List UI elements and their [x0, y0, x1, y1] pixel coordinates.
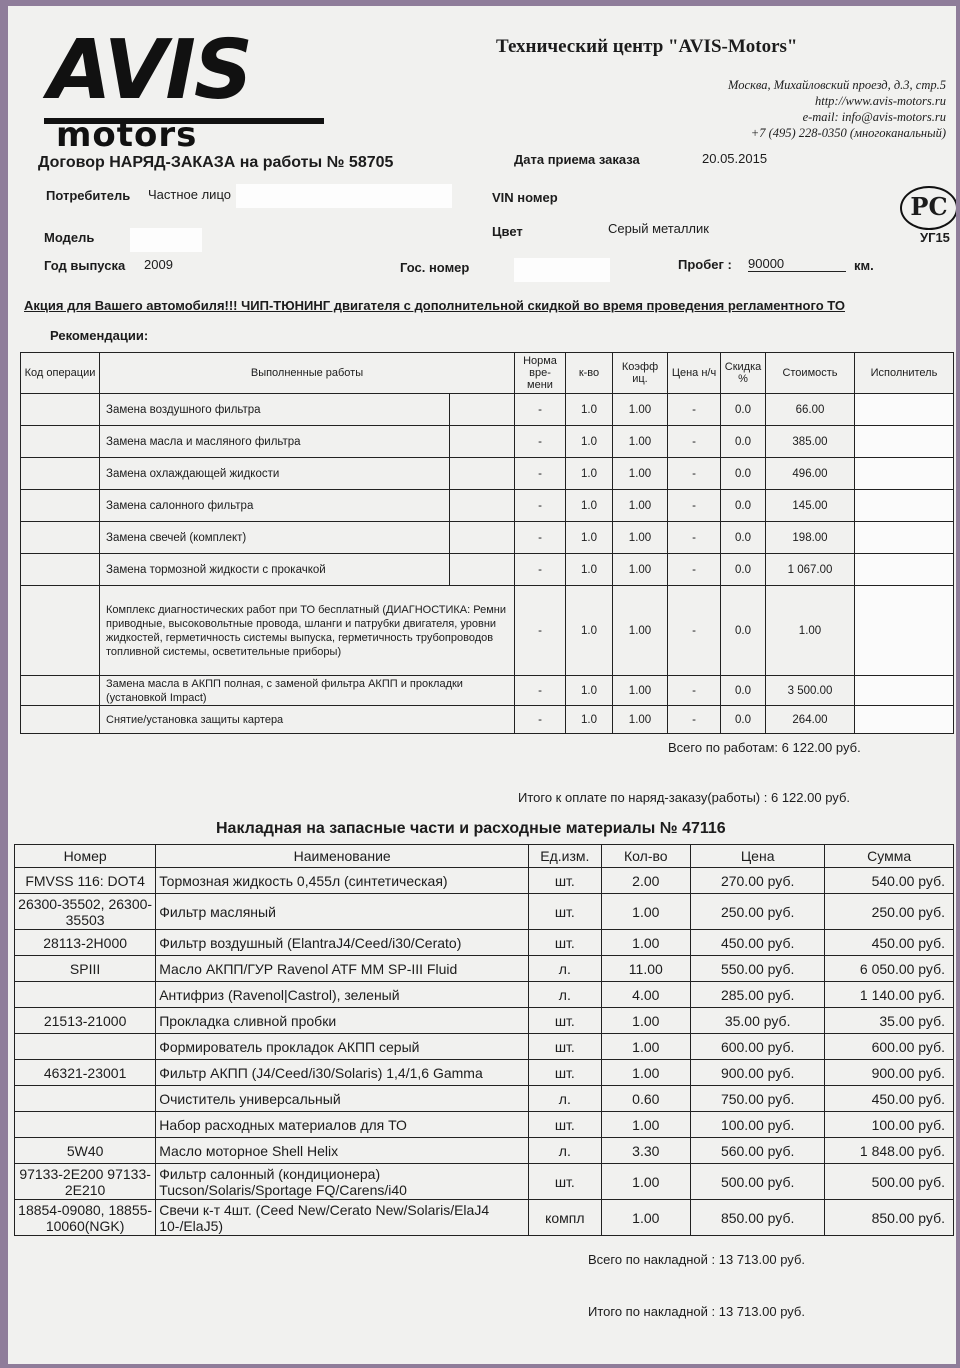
- work-norm-cell: -: [515, 706, 566, 734]
- part-unit-cell: шт.: [529, 930, 601, 956]
- work-executor-cell: [855, 676, 954, 706]
- inv-col-header-unit: Ед.изм.: [529, 845, 601, 868]
- work-qty-cell: 1.0: [566, 586, 613, 676]
- part-sum-cell: 500.00 руб.: [825, 1164, 954, 1200]
- invoice-table: [14, 844, 954, 1236]
- col-header-code: Код операции: [21, 353, 100, 394]
- part-number-cell: FMVSS 116: DOT4: [15, 868, 156, 894]
- inv-col-header-name: Наименование: [156, 845, 529, 868]
- consumer-value: Частное лицо: [148, 187, 231, 202]
- col-header-cost: Стоимость: [766, 353, 855, 394]
- part-name-cell: Свечи к-т 4шт. (Ceed New/Cerato New/Solaris/ElaJ4 10-/ElaJ5): [156, 1200, 529, 1236]
- part-price-cell: 250.00 руб.: [691, 894, 825, 930]
- part-qty-cell: 1.00: [601, 930, 690, 956]
- work-price-cell: -: [668, 676, 721, 706]
- invoice-total-value: 13 713.00: [718, 1252, 777, 1267]
- work-discount-cell: 0.0: [721, 706, 766, 734]
- work-discount-cell: 0.0: [721, 676, 766, 706]
- document-page: [8, 6, 956, 1364]
- part-name-cell: Антифриз (Ravenol|Castrol), зеленый: [156, 982, 529, 1008]
- part-number-cell: 5W40: [15, 1138, 156, 1164]
- table-row: [21, 522, 954, 554]
- part-qty-cell: 1.00: [601, 894, 690, 930]
- part-price-cell: 285.00 руб.: [691, 982, 825, 1008]
- part-price-cell: 500.00 руб.: [691, 1164, 825, 1200]
- works-total-unit: руб.: [835, 740, 861, 755]
- table-row: [15, 1138, 954, 1164]
- logo-motors-text: motors: [56, 115, 198, 155]
- part-unit-cell: компл: [529, 1200, 601, 1236]
- work-coef-cell: 1.00: [613, 554, 668, 586]
- work-norm-cell: -: [515, 426, 566, 458]
- invoice-grand-unit: руб.: [780, 1304, 805, 1319]
- inv-col-header-number: Номер: [15, 845, 156, 868]
- work-coef-cell: 1.00: [613, 586, 668, 676]
- works-table: [20, 352, 954, 734]
- inv-col-header-price: Цена: [691, 845, 825, 868]
- work-qty-cell: 1.0: [566, 554, 613, 586]
- work-coef-cell: 1.00: [613, 522, 668, 554]
- invoice-total-label: Всего по накладной :: [588, 1252, 716, 1267]
- work-name-cell: Замена охлаждающей жидкости: [100, 458, 450, 490]
- table-row: [15, 868, 954, 894]
- work-spacer-cell: [450, 458, 515, 490]
- invoice-number: 47116: [682, 820, 726, 837]
- work-code-cell: [21, 490, 100, 522]
- part-price-cell: 850.00 руб.: [691, 1200, 825, 1236]
- invoice-grand-value: 13 713.00: [718, 1304, 777, 1319]
- col-header-discount: Скидка %: [721, 353, 766, 394]
- part-sum-cell: 1 140.00 руб.: [825, 982, 954, 1008]
- work-qty-cell: 1.0: [566, 522, 613, 554]
- part-qty-cell: 2.00: [601, 868, 690, 894]
- work-coef-cell: 1.00: [613, 706, 668, 734]
- company-phone: +7 (495) 228-0350 (многоканальный): [750, 126, 946, 140]
- work-norm-cell: -: [515, 458, 566, 490]
- part-qty-cell: 1.00: [601, 1060, 690, 1086]
- part-qty-cell: 1.00: [601, 1200, 690, 1236]
- table-row: [21, 458, 954, 490]
- works-table-header: [21, 353, 954, 394]
- work-norm-cell: -: [515, 522, 566, 554]
- part-sum-cell: 1 848.00 руб.: [825, 1138, 954, 1164]
- works-due-label: Итого к оплате по наряд-заказу(работы) :: [518, 790, 768, 805]
- order-number: 58705: [348, 154, 394, 171]
- part-price-cell: 270.00 руб.: [691, 868, 825, 894]
- part-sum-cell: 540.00 руб.: [825, 868, 954, 894]
- work-qty-cell: 1.0: [566, 706, 613, 734]
- work-norm-cell: -: [515, 586, 566, 676]
- part-name-cell: Фильтр салонный (кондиционера) Tucson/Solaris/Sportage FQ/Carens/i40: [156, 1164, 529, 1200]
- work-name-cell: Замена тормозной жидкости с прокачкой: [100, 554, 450, 586]
- table-row: [21, 554, 954, 586]
- part-qty-cell: 11.00: [601, 956, 690, 982]
- part-unit-cell: шт.: [529, 1008, 601, 1034]
- work-cost-cell: 66.00: [766, 394, 855, 426]
- work-code-cell: [21, 458, 100, 490]
- part-name-cell: Прокладка сливной пробки: [156, 1008, 529, 1034]
- work-price-cell: -: [668, 394, 721, 426]
- order-date-label: Дата приема заказа: [514, 152, 640, 167]
- inv-col-header-sum: Сумма: [825, 845, 954, 868]
- certification-mark: РС: [900, 186, 956, 230]
- col-header-price: Цена н/ч: [668, 353, 721, 394]
- work-executor-cell: [855, 522, 954, 554]
- part-number-cell: [15, 1112, 156, 1138]
- invoice-title: [216, 820, 726, 838]
- part-name-cell: Фильтр воздушный (ElantraJ4/Ceed/i30/Cerato): [156, 930, 529, 956]
- part-price-cell: 450.00 руб.: [691, 930, 825, 956]
- col-header-work: Выполненные работы: [100, 353, 515, 394]
- work-spacer-cell: [450, 490, 515, 522]
- redacted-consumer-name: [236, 184, 452, 208]
- work-price-cell: -: [668, 706, 721, 734]
- part-name-cell: Фильтр масляный: [156, 894, 529, 930]
- part-sum-cell: 600.00 руб.: [825, 1034, 954, 1060]
- part-unit-cell: шт.: [529, 1112, 601, 1138]
- part-price-cell: 560.00 руб.: [691, 1138, 825, 1164]
- work-name-cell: Замена свечей (комплект): [100, 522, 450, 554]
- table-row: [21, 706, 954, 734]
- part-unit-cell: шт.: [529, 1164, 601, 1200]
- invoice-grand-label: Итого по накладной :: [588, 1304, 716, 1319]
- work-qty-cell: 1.0: [566, 490, 613, 522]
- work-name-cell: Замена воздушного фильтра: [100, 394, 450, 426]
- work-norm-cell: -: [515, 676, 566, 706]
- table-row: [15, 1008, 954, 1034]
- col-header-qty: к-во: [566, 353, 613, 394]
- part-qty-cell: 1.00: [601, 1034, 690, 1060]
- part-sum-cell: 35.00 руб.: [825, 1008, 954, 1034]
- col-header-norm: Норма вре-мени: [515, 353, 566, 394]
- work-price-cell: -: [668, 426, 721, 458]
- redacted-plate: [514, 258, 610, 282]
- company-email: e-mail: info@avis-motors.ru: [802, 110, 946, 124]
- work-cost-cell: 1 067.00: [766, 554, 855, 586]
- work-name-cell: Замена масла и масляного фильтра: [100, 426, 450, 458]
- part-unit-cell: шт.: [529, 1060, 601, 1086]
- part-number-cell: 97133-2E200 97133-2E210: [15, 1164, 156, 1200]
- mileage-value: 90000: [748, 256, 846, 272]
- work-executor-cell: [855, 586, 954, 676]
- vin-label: VIN номер: [492, 190, 558, 205]
- table-row: [21, 426, 954, 458]
- invoice-total: [588, 1252, 805, 1267]
- work-executor-cell: [855, 706, 954, 734]
- work-code-cell: [21, 522, 100, 554]
- part-sum-cell: 100.00 руб.: [825, 1112, 954, 1138]
- works-due-unit: руб.: [825, 790, 851, 805]
- work-cost-cell: 145.00: [766, 490, 855, 522]
- work-code-cell: [21, 586, 100, 676]
- part-price-cell: 750.00 руб.: [691, 1086, 825, 1112]
- part-unit-cell: шт.: [529, 868, 601, 894]
- part-sum-cell: 900.00 руб.: [825, 1060, 954, 1086]
- work-price-cell: -: [668, 490, 721, 522]
- company-website: http://www.avis-motors.ru: [814, 94, 946, 108]
- part-unit-cell: л.: [529, 1086, 601, 1112]
- invoice-total-unit: руб.: [780, 1252, 806, 1267]
- table-row: [15, 1200, 954, 1236]
- work-spacer-cell: [450, 554, 515, 586]
- order-title: [38, 154, 393, 172]
- part-sum-cell: 6 050.00 руб.: [825, 956, 954, 982]
- works-total-value: 6 122.00: [781, 740, 833, 755]
- part-price-cell: 900.00 руб.: [691, 1060, 825, 1086]
- part-unit-cell: шт.: [529, 894, 601, 930]
- work-code-cell: [21, 554, 100, 586]
- work-discount-cell: 0.0: [721, 394, 766, 426]
- part-number-cell: 21513-21000: [15, 1008, 156, 1034]
- part-price-cell: 35.00 руб.: [691, 1008, 825, 1034]
- mileage-unit: км.: [854, 258, 874, 273]
- invoice-grand-total: [588, 1304, 805, 1319]
- work-cost-cell: 385.00: [766, 426, 855, 458]
- part-number-cell: 46321-23001: [15, 1060, 156, 1086]
- work-cost-cell: 496.00: [766, 458, 855, 490]
- table-row: [15, 894, 954, 930]
- works-total-label: Всего по работам:: [668, 740, 779, 755]
- invoice-title-label: Накладная на запасные части и расходные материалы №: [216, 820, 678, 837]
- part-price-cell: 100.00 руб.: [691, 1112, 825, 1138]
- work-executor-cell: [855, 490, 954, 522]
- table-row: [15, 1112, 954, 1138]
- company-address: Москва, Михайловский проезд, д.3, стр.5: [728, 78, 946, 92]
- company-title: Технический центр "AVIS-Motors": [496, 36, 798, 57]
- part-number-cell: [15, 982, 156, 1008]
- works-total: [668, 740, 861, 755]
- work-executor-cell: [855, 554, 954, 586]
- work-name-cell: Замена масла в АКПП полная, с заменой фильтра АКПП и прокладки (установкой Impact): [100, 676, 515, 706]
- year-label: Год выпуска: [44, 258, 126, 273]
- work-coef-cell: 1.00: [613, 490, 668, 522]
- part-name-cell: Очиститель универсальный: [156, 1086, 529, 1112]
- part-sum-cell: 250.00 руб.: [825, 894, 954, 930]
- work-coef-cell: 1.00: [613, 394, 668, 426]
- part-price-cell: 550.00 руб.: [691, 956, 825, 982]
- work-discount-cell: 0.0: [721, 426, 766, 458]
- part-number-cell: 28113-2H000: [15, 930, 156, 956]
- work-discount-cell: 0.0: [721, 554, 766, 586]
- work-coef-cell: 1.00: [613, 676, 668, 706]
- work-qty-cell: 1.0: [566, 426, 613, 458]
- part-sum-cell: 850.00 руб.: [825, 1200, 954, 1236]
- work-price-cell: -: [668, 586, 721, 676]
- work-executor-cell: [855, 458, 954, 490]
- table-row: [21, 676, 954, 706]
- work-cost-cell: 1.00: [766, 586, 855, 676]
- table-row: [15, 1060, 954, 1086]
- part-qty-cell: 4.00: [601, 982, 690, 1008]
- works-due-value: 6 122.00: [770, 790, 822, 805]
- work-spacer-cell: [450, 394, 515, 426]
- work-norm-cell: -: [515, 554, 566, 586]
- work-name-cell: Комплекс диагностических работ при ТО бесплатный (ДИАГНОСТИКА: Ремни приводные, высоковольтные провода, шланги и патрубки двигателя, уровни жидкостей, герметичность системы выпуска, герметичность трубопроводов топливной системы, осветительные приборы): [100, 586, 515, 676]
- table-row: [15, 956, 954, 982]
- consumer-label: Потребитель: [46, 188, 131, 203]
- table-row: [15, 1086, 954, 1112]
- order-title-label: Договор НАРЯД-ЗАКАЗА на работы №: [38, 154, 345, 171]
- work-price-cell: -: [668, 554, 721, 586]
- table-row: [15, 1034, 954, 1060]
- color-value: Серый металлик: [608, 221, 709, 236]
- work-code-cell: [21, 394, 100, 426]
- invoice-table-header: [15, 845, 954, 868]
- part-name-cell: Фильтр АКПП (J4/Ceed/i30/Solaris) 1,4/1,6 Gamma: [156, 1060, 529, 1086]
- part-name-cell: Тормозная жидкость 0,455л (синтетическая): [156, 868, 529, 894]
- work-name-cell: Замена салонного фильтра: [100, 490, 450, 522]
- part-name-cell: Масло моторное Shell Helix: [156, 1138, 529, 1164]
- part-unit-cell: л.: [529, 1138, 601, 1164]
- redacted-model: [130, 228, 202, 252]
- table-row: [21, 490, 954, 522]
- work-spacer-cell: [450, 522, 515, 554]
- year-value: 2009: [144, 257, 173, 272]
- part-qty-cell: 1.00: [601, 1164, 690, 1200]
- order-date: 20.05.2015: [702, 151, 768, 166]
- table-row: [15, 982, 954, 1008]
- part-qty-cell: 1.00: [601, 1112, 690, 1138]
- work-discount-cell: 0.0: [721, 458, 766, 490]
- work-coef-cell: 1.00: [613, 458, 668, 490]
- promo-banner: Акция для Вашего автомобиля!!! ЧИП-ТЮНИНГ двигателя с дополнительной скидкой во время проведения регламентного ТО: [24, 298, 845, 313]
- work-discount-cell: 0.0: [721, 490, 766, 522]
- part-sum-cell: 450.00 руб.: [825, 1086, 954, 1112]
- part-unit-cell: л.: [529, 982, 601, 1008]
- part-qty-cell: 3.30: [601, 1138, 690, 1164]
- work-qty-cell: 1.0: [566, 676, 613, 706]
- col-header-executor: Исполнитель: [855, 353, 954, 394]
- color-label: Цвет: [492, 224, 523, 239]
- table-row: [15, 930, 954, 956]
- mileage-label: Пробег :: [678, 257, 732, 272]
- work-cost-cell: 3 500.00: [766, 676, 855, 706]
- work-executor-cell: [855, 426, 954, 458]
- part-qty-cell: 1.00: [601, 1008, 690, 1034]
- work-discount-cell: 0.0: [721, 586, 766, 676]
- part-sum-cell: 450.00 руб.: [825, 930, 954, 956]
- work-code-cell: [21, 426, 100, 458]
- table-row: [15, 1164, 954, 1200]
- work-executor-cell: [855, 394, 954, 426]
- work-cost-cell: 198.00: [766, 522, 855, 554]
- part-name-cell: Формирователь прокладок АКПП серый: [156, 1034, 529, 1060]
- col-header-coef: Коэфф иц.: [613, 353, 668, 394]
- part-unit-cell: л.: [529, 956, 601, 982]
- part-unit-cell: шт.: [529, 1034, 601, 1060]
- part-number-cell: [15, 1086, 156, 1112]
- part-qty-cell: 0.60: [601, 1086, 690, 1112]
- work-code-cell: [21, 676, 100, 706]
- inv-col-header-qty: Кол-во: [601, 845, 690, 868]
- work-qty-cell: 1.0: [566, 394, 613, 426]
- part-number-cell: 18854-09080, 18855-10060(NGK): [15, 1200, 156, 1236]
- work-name-cell: Снятие/установка защиты картера: [100, 706, 515, 734]
- part-price-cell: 600.00 руб.: [691, 1034, 825, 1060]
- table-row: [21, 586, 954, 676]
- work-spacer-cell: [450, 426, 515, 458]
- part-number-cell: 26300-35502, 26300-35503: [15, 894, 156, 930]
- work-norm-cell: -: [515, 490, 566, 522]
- part-number-cell: [15, 1034, 156, 1060]
- work-norm-cell: -: [515, 394, 566, 426]
- work-code-cell: [21, 706, 100, 734]
- work-qty-cell: 1.0: [566, 458, 613, 490]
- model-label: Модель: [44, 230, 95, 245]
- part-name-cell: Масло АКПП/ГУР Ravenol ATF MM SP-III Fluid: [156, 956, 529, 982]
- works-due: [518, 790, 850, 805]
- work-cost-cell: 264.00: [766, 706, 855, 734]
- part-number-cell: SPIII: [15, 956, 156, 982]
- table-row: [21, 394, 954, 426]
- work-price-cell: -: [668, 458, 721, 490]
- recommendations-label: Рекомендации:: [50, 328, 149, 343]
- work-price-cell: -: [668, 522, 721, 554]
- part-name-cell: Набор расходных материалов для ТО: [156, 1112, 529, 1138]
- logo-avis-text: AVIS: [48, 23, 251, 118]
- work-discount-cell: 0.0: [721, 522, 766, 554]
- certification-code: УГ15: [920, 230, 950, 245]
- work-coef-cell: 1.00: [613, 426, 668, 458]
- plate-label: Гос. номер: [400, 260, 470, 275]
